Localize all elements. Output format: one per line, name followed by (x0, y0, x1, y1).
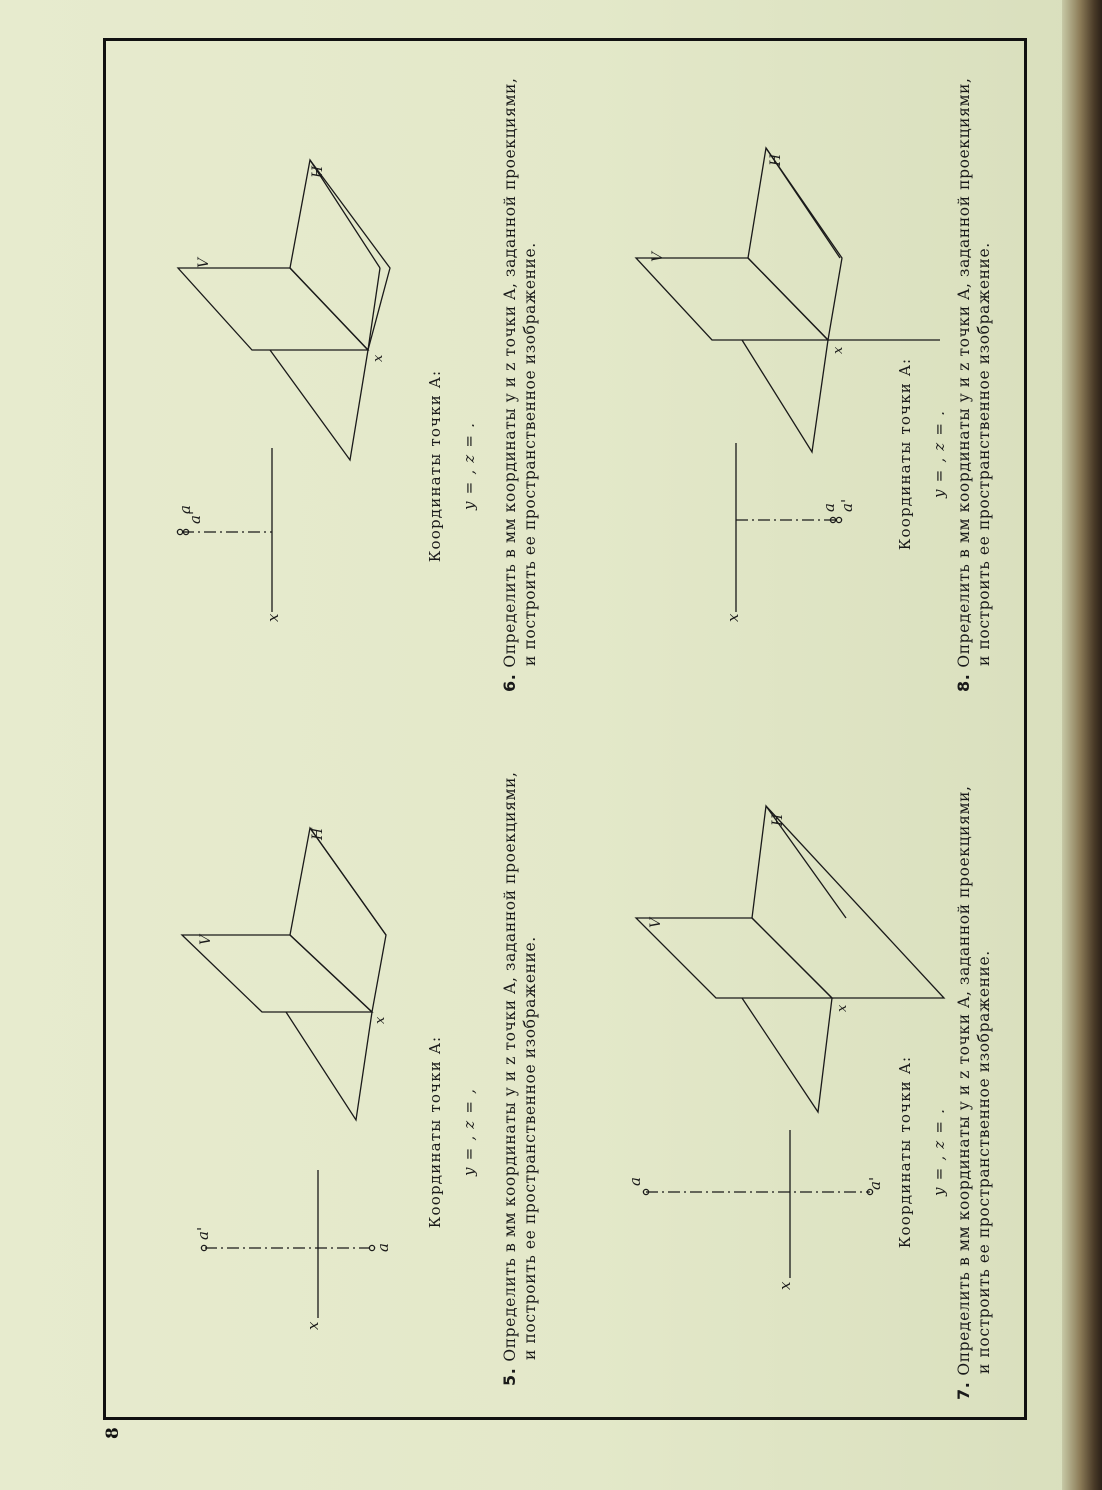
caption-line-1: Определить в мм координаты y и z точки A, заданной проекциями, (955, 77, 973, 668)
plane-V-front (182, 935, 372, 1012)
plane-H-lower (286, 1012, 372, 1120)
plane-H-upper (290, 160, 380, 268)
plane-V-front (178, 268, 368, 350)
axis-x-space (748, 258, 828, 340)
coord-block-problem-6 (418, 336, 486, 596)
epure-problem-6 (176, 448, 282, 622)
label-x-space: x (373, 1016, 388, 1024)
label-V: V (648, 917, 664, 928)
coord-values: y = , z = , (460, 1087, 478, 1177)
label-a-prime: a' (186, 510, 204, 524)
page-number: 8 (103, 1427, 123, 1439)
plane-H-upper (748, 148, 840, 258)
label-H: H (770, 813, 786, 826)
label-H: H (310, 827, 326, 840)
label-V: V (198, 934, 214, 945)
label-a-prime: a' (194, 1226, 212, 1240)
plane-V-front (636, 918, 832, 998)
caption-problem-6 (500, 77, 540, 692)
coord-values: y = , z = . (460, 421, 478, 511)
label-x-axis: x (724, 613, 742, 622)
coord-title: Координаты точки A: (426, 369, 444, 563)
label-x-axis: x (776, 1281, 794, 1290)
point-a-prime (177, 529, 182, 534)
plane-H-edge (310, 160, 390, 350)
problem-number: 8. (954, 673, 973, 692)
epure-problem-8 (724, 443, 856, 622)
label-x-space: x (371, 354, 386, 362)
label-a: a (820, 503, 838, 512)
label-x-space: x (835, 1004, 850, 1012)
coord-block-problem-7 (888, 1022, 956, 1282)
caption-line-2: и построить ее пространственное изображение. (975, 242, 993, 666)
label-a: a (374, 1243, 392, 1252)
plane-H-upper (290, 828, 386, 935)
caption-problem-8 (954, 77, 994, 692)
plane-H-lower (742, 998, 832, 1112)
point-a-prime (836, 517, 841, 522)
label-a: a (176, 505, 194, 514)
plane-H-lower (270, 350, 368, 460)
label-V: V (650, 251, 666, 262)
coord-block-problem-5 (418, 1002, 486, 1262)
epure-problem-5 (194, 1170, 392, 1330)
planes-problem-6 (178, 160, 390, 460)
caption-problem-5 (500, 771, 540, 1386)
caption-line-2: и построить ее пространственное изображение. (975, 950, 993, 1374)
axis-x-space (290, 935, 372, 1012)
plane-H-lower (742, 340, 828, 452)
planes-problem-5 (182, 827, 388, 1120)
label-a-prime: a' (866, 1176, 884, 1190)
caption-line-1: Определить в мм координаты y и z точки A, заданной проекциями, (501, 77, 519, 668)
coord-title: Координаты точки A: (426, 1035, 444, 1229)
label-H: H (768, 153, 784, 166)
label-x-axis: x (304, 1321, 322, 1330)
coord-values: y = , z = . (930, 409, 948, 499)
plane-V-front (636, 258, 828, 340)
label-H: H (310, 165, 326, 178)
caption-line-2: и построить ее пространственное изображение. (521, 242, 539, 666)
label-x-space: x (831, 346, 846, 354)
coord-title: Координаты точки A: (896, 1055, 914, 1249)
epure-problem-7 (626, 1130, 884, 1290)
axis-x-space (290, 268, 368, 350)
coord-title: Координаты точки A: (896, 357, 914, 551)
caption-problem-7 (954, 785, 994, 1400)
problem-number: 7. (954, 1381, 973, 1400)
caption-line-1: Определить в мм координаты y и z точки A, заданной проекциями, (955, 785, 973, 1376)
plane-H-edge (766, 806, 944, 998)
axis-x-space (752, 918, 832, 998)
caption-line-2: и построить ее пространственное изображение. (521, 936, 539, 1360)
label-a: a (626, 1177, 644, 1186)
plane-V-edge (368, 268, 380, 350)
plane-H-edge (310, 828, 386, 1012)
problem-number: 5. (500, 1367, 519, 1386)
caption-line-1: Определить в мм координаты y и z точки A, заданной проекциями, (501, 771, 519, 1362)
plane-H-upper (752, 806, 846, 918)
coord-block-problem-8 (888, 324, 956, 584)
coord-values: y = , z = . (930, 1107, 948, 1197)
label-V: V (196, 257, 212, 268)
label-a-prime: a' (838, 498, 856, 512)
label-x-axis: x (264, 613, 282, 622)
problem-number: 6. (500, 673, 519, 692)
